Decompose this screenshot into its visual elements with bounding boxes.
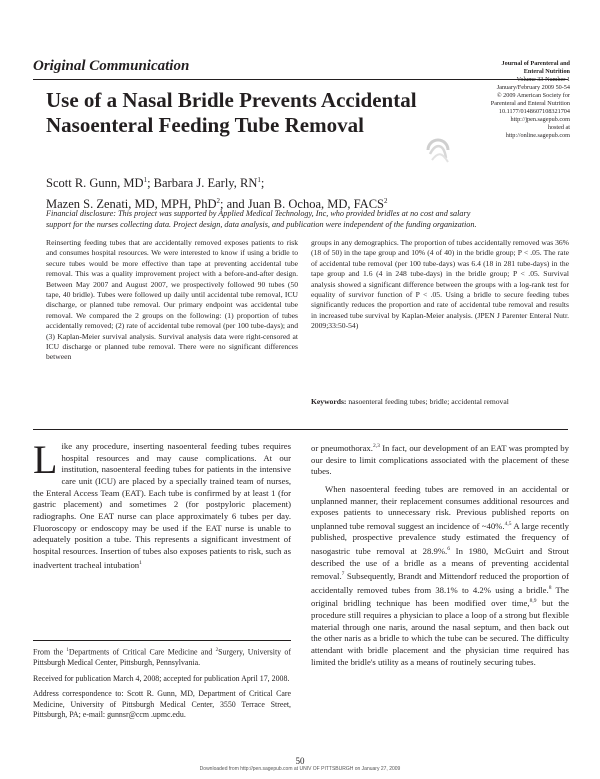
- sage-logo-icon: [420, 132, 456, 168]
- body-column-right: [311, 441, 569, 668]
- affiliation-sup: 1: [257, 176, 261, 184]
- paragraph-text: or pneumothorax.: [311, 442, 373, 453]
- paragraph-text: A large recently published, prospective prevalence study estimated the frequency of nasogastric tube removal at 28.9%.: [311, 520, 569, 556]
- journal-line: January/February 2009 50-54: [496, 84, 570, 91]
- article-title: Use of a Nasal Bridle Prevents Accidental Nasoenteral Feeding Tube Removal: [46, 88, 417, 137]
- journal-url-link[interactable]: http://jpen.sagepub.com: [510, 116, 570, 123]
- affiliation-note: [33, 646, 291, 669]
- section-divider: [33, 429, 568, 430]
- paragraph-text: In fact, our development of an EAT was prompted by our desire to limit complications associated with the placement of these tubes.: [311, 442, 569, 477]
- citation-sup: 1: [139, 559, 142, 566]
- journal-line: Volume 33 Number 1: [516, 76, 570, 83]
- drop-cap: L: [33, 437, 58, 482]
- paragraph-text: but the procedure still requires a physician to place a loop of a strong but flexible material through one naris, around the nasal septum, and then back out the other naris as a bridle to which the tube can be secured. The difficulty attendant with bridle placement and the physician time required has limited the bridle's utility as a means of routinely securing tubes.: [311, 598, 569, 667]
- journal-line: © 2009 American Society for: [496, 92, 570, 99]
- body-paragraph: [33, 437, 291, 571]
- page-number: 50: [295, 756, 305, 766]
- footnotes: [33, 646, 291, 726]
- affiliation-sup: 2: [384, 197, 388, 206]
- citation-sup: 4,5: [504, 520, 512, 527]
- author-name: Mazen S. Zenati, MD, MPH, PhD: [46, 197, 217, 212]
- citation-sup: 8,9: [529, 598, 537, 605]
- author-line: [46, 171, 546, 192]
- note-sup: 2: [215, 648, 219, 653]
- body-paragraph: [311, 441, 569, 478]
- note-text: From the: [33, 647, 67, 657]
- journal-line: Parenteral and Enteral Nutrition: [490, 100, 570, 107]
- footnote-rule: [33, 640, 291, 641]
- body-column-left: [33, 437, 291, 571]
- citation-sup: 2,3: [372, 443, 380, 449]
- paragraph-text: When nasoenteral feeding tubes are removed in an accidental or unplanned manner, their replacement consumes additional resources and exposes patients to unnecessary risk. Previous published reports on unplanned tube removal suggest an incidence of ~40%.: [311, 483, 569, 531]
- journal-url-link[interactable]: http://online.sagepub.com: [505, 132, 570, 139]
- paragraph-text: Subsequently, Brandt and Mittendorf reduced the proportion of accidentally removed tubes from 38.1% to 4.2% using a bridle.: [311, 571, 569, 595]
- paragraph-text: The original bridling technique has been modified over time,: [311, 584, 569, 609]
- abstract-right: groups in any demographics. The proportion of tubes accidentally removed was 36% (18 of 50) in the tape group and 10% (4 of 40) in the bridle group; P < .05. The rate of accidental tube removal (per 100 tube-days) was 6.4 (18 in 281 tube-days) in the tape group and 1.6 (4 in 248 tube-days) in the bridle group; P < .05. Survival analysis showed a significant difference between the groups with a log-rank test for equality of survivor function of P < .05. Using a bridle to secure feeding tubes significantly reduces the proportion and rate of accidental tube removal and results in increased tube survival by Kaplan-Meier analysis. (JPEN J Parenter Enteral Nutr. 2009;33:50-54): [311, 238, 569, 331]
- correspondence-note: Address correspondence to: Scott R. Gunn, MD, Department of Critical Care Medicine, University of Pittsburgh Medical Center, 3550 Terrace Street, Pittsburgh, PA; e-mail: gunnsr@ccm .upmc.edu.: [33, 689, 291, 720]
- author-name: ; Barbara J. Early, RN: [147, 176, 258, 191]
- section-label: Original Communication: [33, 58, 190, 74]
- journal-line: Journal of Parenteral and: [501, 60, 570, 67]
- journal-line: 10.1177/0148607108321704: [498, 108, 570, 115]
- keywords: [311, 397, 569, 407]
- affiliation-sup: 1: [143, 176, 148, 184]
- received-note: Received for publication March 4, 2008; accepted for publication April 17, 2008.: [33, 673, 290, 683]
- note-sup: 1: [66, 648, 69, 653]
- citation-sup: 8: [548, 584, 552, 591]
- abstract-left: Reinserting feeding tubes that are accidentally removed exposes patients to risk and consumes hospital resources. We were interested to know if using a bridle to secure tubes would be more effective than tape at preventing accidental tube removal. This was a quality improvement project with a before-and-after design. Between May 2007 and August 2007, we prospectively followed 90 tubes (50 tape, 40 bridle). Tubes were followed up daily until accidental tube removal, ICU discharge, or planned tube removal. Our primary endpoint was accidental tube removal. We compared the 2 groups on the following: (1) proportion of tubes accidentally removed; (2) rate of accidental tube removal (per 100 tube-days); and (3) Kaplan-Meier survival analysis. Survival analysis data were right-censored at ICU discharge or planned tube removal. There were no significant differences between: [46, 238, 298, 362]
- citation-sup: 6: [447, 546, 450, 553]
- paragraph-text: In 1980, McGuirt and Strout described the use of a bridle as a means of preventing accidental removal.: [311, 545, 569, 582]
- journal-line: hosted at: [547, 124, 570, 131]
- financial-disclosure: Financial disclosure: This project was supported by Applied Medical Technology, Inc, who provided bridles at no cost and salary support for the nurses collecting data. Project design, data analysis, and publication were independent of the funding organization.: [46, 209, 477, 229]
- author-separator: ;: [260, 176, 265, 191]
- download-note: Downloaded from http://pen.sagepub.com at UNIV OF PITTSBURGH on January 27, 2009: [199, 766, 401, 772]
- citation-sup: 7: [341, 571, 345, 578]
- author-name: Scott R. Gunn, MD: [46, 176, 144, 191]
- note-text: Surgery, University of Pittsburgh Medical Center, Pittsburgh, Pennsylvania.: [33, 647, 291, 668]
- author-name: ; and Juan B. Ochoa, MD, FACS: [219, 197, 384, 212]
- keywords-label: Keywords:: [311, 397, 347, 406]
- author-list: [46, 171, 546, 213]
- journal-line: Enteral Nutrition: [523, 68, 570, 75]
- paragraph-text: ike any procedure, inserting nasoenteral feeding tubes requires hospital resources and may cause complications. At our institution, nasoenteral feeding tubes for patients in the intensive care unit (ICU) are placed by a specially trained team of nurses, the Enteral Access Team (EAT). Each tube is confirmed by at least 1 (for gastric placement) and sometimes 2 (for postpyloric placement) radiographs. One EAT nurse can place approximately 6 tubes per day. Fluoroscopy or endoscopy may be used if the EAT nurse is unable to adequately position a tube. This represents a significant investment of hospital resources. Insertion of tubes also exposes patients to risk, such as inadvertent tracheal intubation: [33, 441, 291, 570]
- keywords-list: nasoenteral feeding tubes; bridle; accidental removal: [348, 397, 509, 406]
- affiliation-sup: 2: [216, 197, 220, 206]
- body-paragraph: [311, 484, 569, 668]
- journal-info: [455, 60, 570, 140]
- note-text: Departments of Critical Care Medicine and: [68, 647, 216, 657]
